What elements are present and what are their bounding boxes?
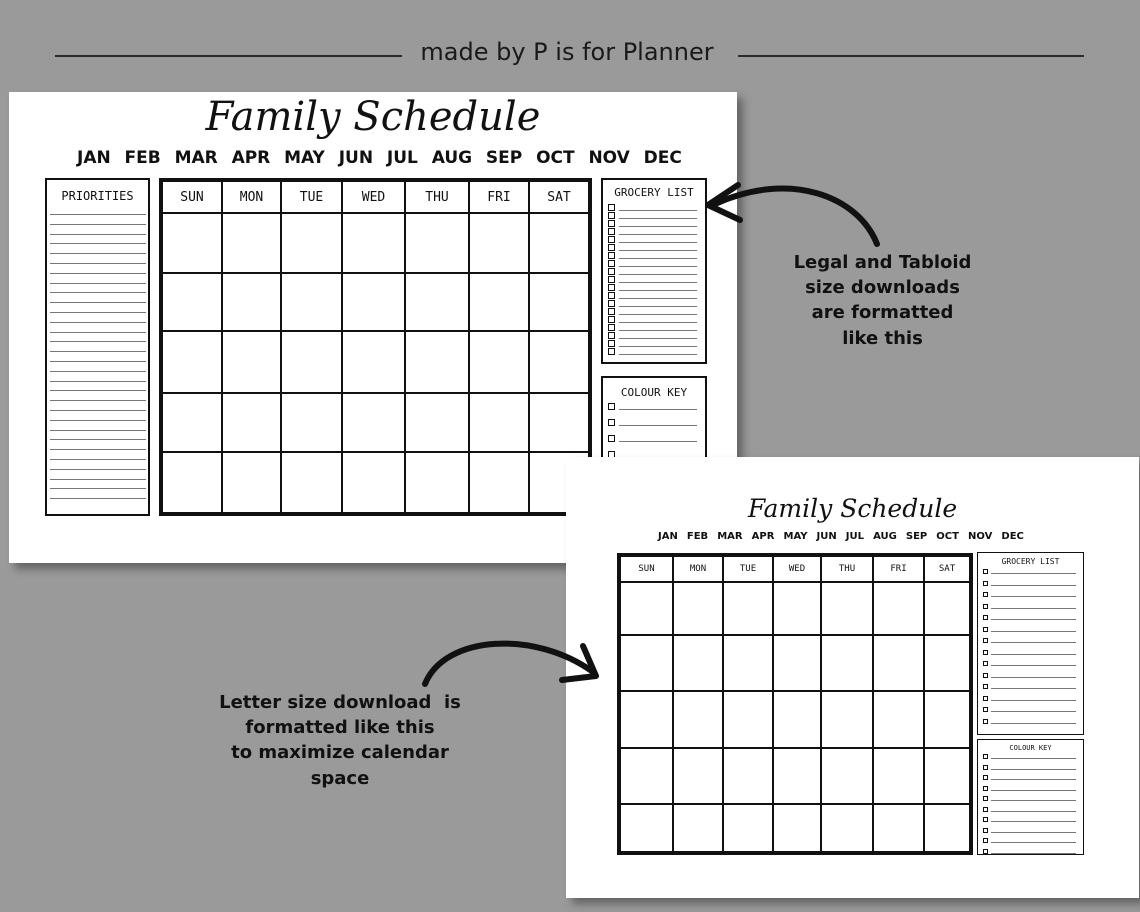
large-day-header-wed: WED bbox=[342, 181, 405, 213]
large-month-apr: APR bbox=[231, 148, 271, 168]
large-month-may: MAY bbox=[284, 148, 325, 168]
large-month-jun: JUN bbox=[338, 148, 374, 168]
letter-note-line-3: to maximize calendar bbox=[231, 742, 449, 764]
small-month-may: MAY bbox=[783, 531, 808, 542]
small-day-header-tue: TUE bbox=[723, 556, 773, 582]
letter-note-line-1: Letter size download is bbox=[219, 692, 461, 713]
small-day-header-sat: SAT bbox=[924, 556, 970, 582]
large-month-nov: NOV bbox=[588, 148, 630, 168]
large-month-jan: JAN bbox=[77, 148, 111, 168]
small-day-header-thu: THU bbox=[821, 556, 873, 582]
large-colour-key-label: COLOUR KEY bbox=[620, 386, 688, 399]
legal-note-line-1: Legal and Tabloid bbox=[793, 252, 972, 273]
letter-note-line-4: space bbox=[310, 767, 370, 789]
large-day-header-fri: FRI bbox=[469, 181, 529, 213]
small-month-feb: FEB bbox=[686, 531, 709, 542]
small-month-dec: DEC bbox=[1001, 531, 1024, 542]
large-sheet-title: Family Schedule bbox=[205, 94, 541, 140]
small-month-nov: NOV bbox=[968, 531, 993, 542]
small-month-sep: SEP bbox=[905, 531, 928, 542]
large-day-header-sat: SAT bbox=[529, 181, 589, 213]
priorities-label: PRIORITIES bbox=[61, 189, 134, 203]
small-day-header-wed: WED bbox=[773, 556, 821, 582]
small-grocery-label: GROCERY LIST bbox=[1001, 557, 1060, 566]
large-day-header-tue: TUE bbox=[281, 181, 342, 213]
small-month-aug: AUG bbox=[873, 531, 897, 542]
small-month-oct: OCT bbox=[936, 531, 959, 542]
large-month-dec: DEC bbox=[643, 148, 682, 168]
small-month-jul: JUL bbox=[845, 531, 865, 542]
large-day-header-sun: SUN bbox=[162, 181, 222, 213]
large-month-oct: OCT bbox=[536, 148, 575, 168]
large-month-aug: AUG bbox=[431, 148, 473, 168]
small-month-apr: APR bbox=[751, 531, 775, 542]
banner-text: made by P is for Planner bbox=[420, 38, 714, 66]
letter-note-line-2: formatted like this bbox=[245, 717, 435, 739]
legal-note-line-2: size downloads bbox=[805, 277, 960, 299]
small-day-header-sun: SUN bbox=[620, 556, 673, 582]
large-grocery-label: GROCERY LIST bbox=[614, 186, 694, 199]
small-sheet-title: Family Schedule bbox=[747, 494, 958, 523]
small-day-header-fri: FRI bbox=[873, 556, 924, 582]
legal-note-line-4: like this bbox=[842, 327, 923, 349]
large-month-feb: FEB bbox=[124, 148, 161, 168]
large-day-header-thu: THU bbox=[405, 181, 469, 213]
small-month-jun: JUN bbox=[816, 531, 837, 542]
large-month-mar: MAR bbox=[174, 148, 218, 168]
legal-note-line-3: are formatted bbox=[811, 302, 954, 324]
large-month-sep: SEP bbox=[485, 148, 523, 168]
small-colour-key-label: COLOUR KEY bbox=[1009, 744, 1052, 752]
small-month-mar: MAR bbox=[717, 531, 743, 542]
small-month-jan: JAN bbox=[658, 531, 678, 542]
large-month-jul: JUL bbox=[386, 148, 418, 168]
large-day-header-mon: MON bbox=[222, 181, 281, 213]
small-day-header-mon: MON bbox=[673, 556, 723, 582]
